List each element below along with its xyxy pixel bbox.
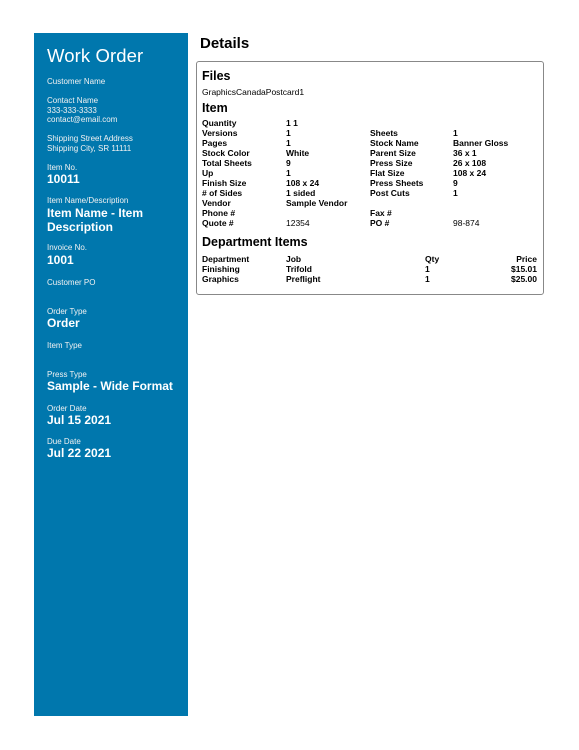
field-value: 1 [286,128,291,138]
field-value: 1 [286,168,291,178]
field-label: Phone # [202,208,236,218]
field-value: 108 x 24 [453,168,487,178]
field-label: Press Size [370,158,413,168]
item-name-label: Item Name/Description [47,196,129,205]
field-label: Press Sheets [370,178,424,188]
field-label: Up [202,168,214,178]
field-value: 1 [453,128,458,138]
dept-row-department: Finishing [202,264,240,274]
dept-col-job: Job [286,254,302,264]
field-value: 36 x 1 [453,148,477,158]
dept-row-job: Trifold [286,264,312,274]
customer-po-label: Customer PO [47,278,96,287]
press-type-value: Sample - Wide Format [47,379,173,393]
department-items-heading: Department Items [202,235,308,249]
dept-row-price: $25.00 [511,274,537,284]
due-date-label: Due Date [47,437,81,446]
field-value: 26 x 108 [453,158,487,168]
dept-col-qty: Qty [425,254,440,264]
dept-col-department: Department [202,254,250,264]
dept-row-price: $15.01 [511,264,537,274]
file-name: GraphicsCanadaPostcard1 [202,87,305,97]
item-name-line2: Description [47,220,114,234]
shipping-city: Shipping City, SR 11111 [47,143,132,153]
field-label: Fax # [370,208,392,218]
field-label: Quote # [202,218,234,228]
field-value: 1 sided [286,188,316,198]
dept-row-department: Graphics [202,274,239,284]
order-date-value: Jul 15 2021 [47,413,112,427]
dept-row-qty: 1 [425,264,430,274]
field-label: Finish Size [202,178,247,188]
field-label: Total Sheets [202,158,252,168]
field-value: 1 [453,188,458,198]
details-title: Details [200,35,250,52]
field-label: Stock Name [370,138,419,148]
dept-row-job: Preflight [286,274,321,284]
item-name-line1: Item Name - Item [47,206,144,220]
shipping-street: Shipping Street Address [47,134,133,143]
field-label: Stock Color [202,148,250,158]
files-heading: Files [202,69,231,83]
field-value: 12354 [286,218,310,228]
item-no-label: Item No. [47,163,78,172]
item-type-label: Item Type [47,341,82,350]
invoice-value: 1001 [47,253,74,267]
field-label: Vendor [202,198,231,208]
work-order-title: Work Order [47,45,144,66]
field-value: 9 [286,158,291,168]
field-label: Sheets [370,128,398,138]
field-label: Flat Size [370,168,405,178]
field-label: # of Sides [202,188,243,198]
item-no-value: 10011 [47,172,80,186]
dept-col-price: Price [516,254,537,264]
field-value: Banner Gloss [453,138,509,148]
field-value: 1 1 [286,118,298,128]
order-type-label: Order Type [47,307,87,316]
contact-phone: 333-333-3333 [47,105,97,115]
order-type-value: Order [47,316,80,330]
field-label: Post Cuts [370,188,410,198]
invoice-label: Invoice No. [47,243,88,252]
field-label: Versions [202,128,238,138]
field-label: PO # [370,218,390,228]
field-value: White [286,148,310,158]
contact-name: Contact Name [47,96,99,105]
due-date-value: Jul 22 2021 [47,446,112,460]
customer-name-label: Customer Name [47,77,106,86]
dept-row-qty: 1 [425,274,430,284]
press-type-label: Press Type [47,370,87,379]
field-value: 9 [453,178,458,188]
field-value: Sample Vendor [286,198,348,208]
field-value: 108 x 24 [286,178,320,188]
details-panel [196,61,544,295]
field-value: 1 [286,138,291,148]
field-label: Pages [202,138,228,148]
order-date-label: Order Date [47,404,87,413]
field-value: 98-874 [453,218,480,228]
field-label: Quantity [202,118,237,128]
item-heading: Item [202,101,228,115]
work-order-sidebar [34,33,188,716]
contact-email: contact@email.com [47,115,118,124]
field-label: Parent Size [370,148,416,158]
